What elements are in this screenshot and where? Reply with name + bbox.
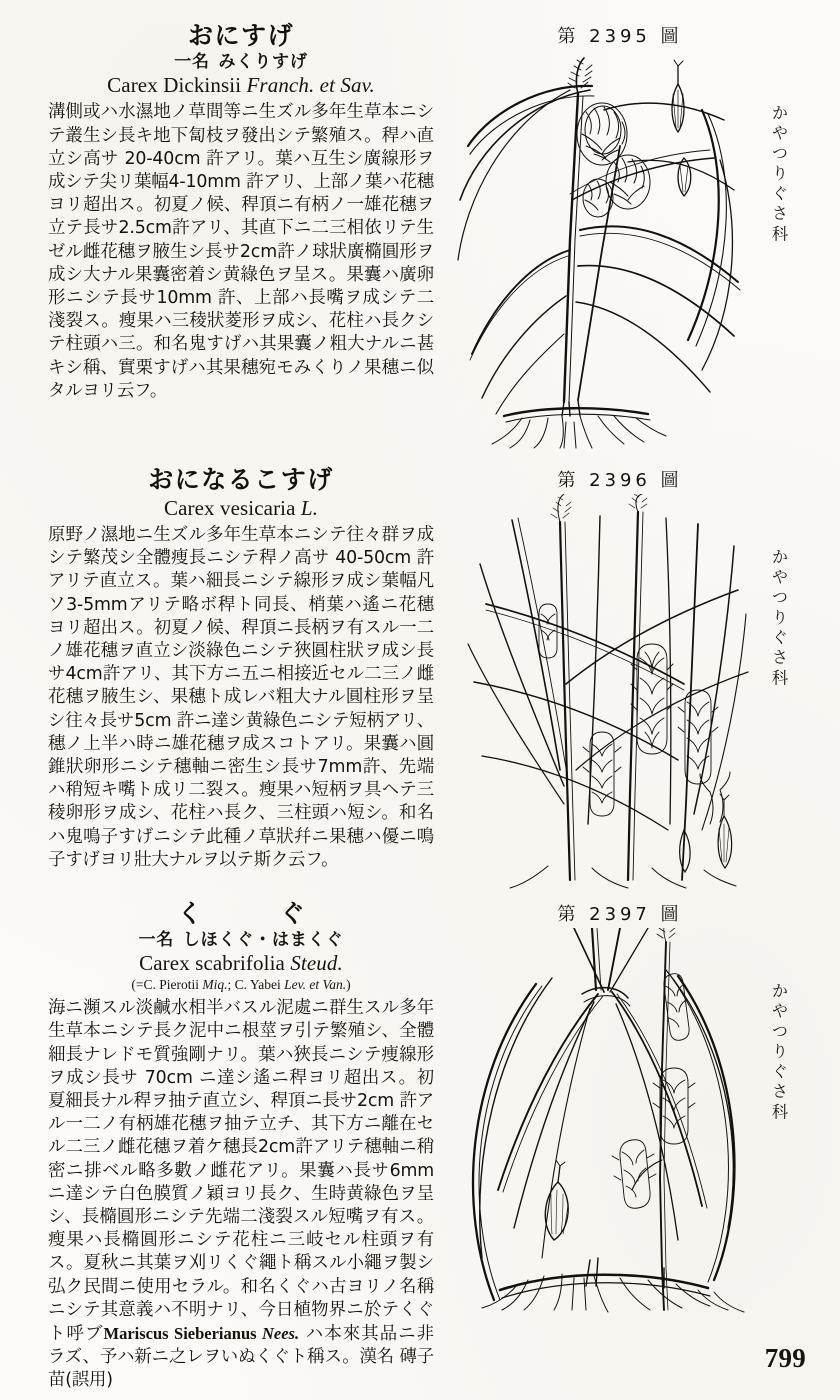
latin-name <box>48 951 434 976</box>
alias-name: みくりすげ <box>218 51 308 72</box>
entry-figure-column <box>452 900 788 1320</box>
japanese-name: おになるこすげ <box>148 465 334 494</box>
latin-authority: L. <box>300 495 319 520</box>
entry-text-column <box>48 900 434 1393</box>
page-number: 799 <box>764 1343 806 1373</box>
latin-authority: Steud. <box>290 951 343 976</box>
latin-binomial: Carex vesicaria <box>163 495 296 520</box>
synonym-a-authority: Miq. <box>202 977 228 993</box>
entry-heading <box>48 900 434 994</box>
botanical-illustration-2396 <box>452 494 758 892</box>
alias-line <box>48 930 434 950</box>
synonym-separator: ; <box>227 977 235 993</box>
alias-name: しほくぐ・はまくぐ <box>182 929 344 950</box>
botanical-illustration-2397 <box>452 928 758 1320</box>
entry-heading <box>48 466 434 521</box>
latin-authority: Franch. et Sav. <box>246 73 375 98</box>
figure-caption: 第 2396 圖 <box>557 470 683 491</box>
latin-name <box>48 73 434 98</box>
synonym-b-authority: Lev. et Van. <box>284 977 347 993</box>
figure-wrapper <box>452 928 788 1320</box>
botanical-illustration-2395 <box>452 50 758 450</box>
entry-body-text <box>48 997 434 1392</box>
japanese-name: く ぐ <box>177 899 331 928</box>
species-entry <box>0 899 840 1391</box>
synonym-open: (= <box>131 977 144 993</box>
synonym-close: ) <box>346 977 351 993</box>
entry-text-column <box>48 466 434 872</box>
figure-wrapper <box>452 494 788 892</box>
latin-binomial: Carex Dickinsii <box>107 73 242 98</box>
synonym-b-name: C. Yabei <box>234 977 281 993</box>
alias-marker: 一名 <box>138 929 175 950</box>
entry-text-column <box>48 22 434 403</box>
entry-heading <box>48 22 434 98</box>
species-entry <box>0 466 840 906</box>
figure-wrapper <box>452 50 788 450</box>
alias-marker: 一名 <box>174 51 210 72</box>
latin-binomial: Carex scabrifolia <box>139 951 285 976</box>
japanese-name: おにすげ <box>187 21 294 50</box>
synonym-line <box>48 977 434 994</box>
entry-figure-column <box>452 466 788 892</box>
entry-body-text: 溝側或ハ水濕地ノ草間等ニ生ズル多年生草本ニシテ叢生シ長キ地下匐枝ヲ發出シテ繁殖ス。稈ハ直立シ高サ 20-40cm 許アリ。葉ハ互生シ廣線形ヲ成シテ尖リ葉幅4-10mm 許アリ、上部ノ葉ハ花穗ヨリ超出ス。初夏ノ候、稈頂ニ有柄ノ一雄花穗ヲ立テ長サ2.5cm許アリ、其直下ニ二三相依リテ生ゼル雌花穗ヲ腋生シ長サ2cm許ノ球狀廣橢圓形ヲ成シ大ナル果囊密着シ黄綠色ヲ呈ス。果囊ハ廣卵形ニシテ長サ10mm 許、上部ハ長嘴ヲ成シテ二淺裂ス。瘦果ハ三稜狀菱形ヲ成シ、花柱ハ長クシテ柱頭ハ三。和名鬼すげハ其果囊ノ粗大ナルニ甚キシ稱、實栗すげハ其果穗宛モみくりノ果穗ニ似タルヨリ云フ。 <box>48 102 434 401</box>
synonym-a-name: C. Pierotii <box>143 977 199 993</box>
species-entry <box>0 22 840 470</box>
family-name-vertical: かやつりぐさ科 <box>769 104 788 245</box>
figure-caption: 第 2397 圖 <box>557 904 683 925</box>
family-name-vertical: かやつりぐさ科 <box>769 982 788 1123</box>
entry-figure-column <box>452 22 788 450</box>
family-name-vertical: かやつりぐさ科 <box>769 548 788 689</box>
latin-name <box>48 496 434 521</box>
body-text-post: ハ本來其品ニ非ラズ、予ハ新ニ之レヲいぬくぐト稱ス。漢名 磚子苗(誤用) <box>48 1324 435 1391</box>
body-latin-authority: Nees. <box>256 1324 300 1344</box>
entry-body-text: 原野ノ濕地ニ生ズル多年生草本ニシテ往々群ヲ成シテ繁茂シ全體痩長ニシテ稈ノ高サ 40-50cm 許アリテ直立ス。葉ハ細長ニシテ線形ヲ成シ葉幅凡ソ3-5mmアリテ略ボ稈ト同長、梢葉ハ遙ニ花穗ヨリ超出ス。初夏ノ候、稈頂ニ長柄ヲ有スル一二ノ雄花穗ヲ直立シ淡綠色ニシテ狹圓柱狀ヲ成シ長サ4cm許アリ、其下方ニ五ニ相接近セル二三ノ雌花穗ヲ腋生シ、果穗ト成レバ粗大ナル圓柱形ヲ呈シ往々長サ5cm 許ニ達シ黄綠色ニシテ短柄アリ、穗ノ上半ハ時ニ雄花穗ヲ成スコトアリ。果囊ハ圓錐狀卵形ニシテ穗軸ニ密生シ長サ7mm許、先端ハ稍短キ嘴ト成リ二裂ス。瘦果ハ短柄ヲ具ヘテ三稜卵形ヲ成シ、花柱ハ長ク、三柱頭ハ短シ。和名ハ鬼鳴子すげニシテ此種ノ草狀幷ニ果穗ハ優ニ鳴子すげヨリ壯大ナルヲ以テ斯ク云フ。 <box>48 524 434 870</box>
figure-caption: 第 2395 圖 <box>557 26 683 47</box>
body-latin-name: Mariscus Sieberianus <box>103 1324 257 1344</box>
alias-line <box>48 52 434 72</box>
body-text-pre: 海ニ瀕スル淡鹹水相半バスル泥處ニ群生スル多年生草本ニシテ長ク泥中ニ根莖ヲ引テ繁殖シ、全體細長ナレドモ質強剛ナリ。葉ハ狹長ニシテ痩線形ヲ成シ長サ 70cm ニ達シ遙ニ稈ヨリ超出ス。初夏細長ナル稈ヲ抽テ直立シ、稈頂ニ長サ2cm 許アル一二ノ有柄雄花穗ヲ抽テ立チ、其下方ニ離在セル二三ノ雌花穗ヲ着ケ穗長2cm許アリテ穗軸ニ稍密ニ排ベル略多數ノ雌花アリ。果囊ハ長サ6mmニ達シテ白色膜質ノ穎ヨリ長ク、生時黄綠色ヲ呈シ、長橢圓形ニシテ先端二淺裂スル短嘴ヲ有ス。瘦果ハ長橢圓形ニシテ花柱ニ三岐セル柱頭ヲ有ス。夏秋ニ其葉ヲ刈リくぐ繩ト稱スル小繩ヲ製シ弘ク民間ニ使用セラル。和名くぐハ古ヨリノ名稱ニシテ其意義ハ不明ナリ、今日植物界ニ於テくぐト呼ブ <box>48 998 434 1345</box>
